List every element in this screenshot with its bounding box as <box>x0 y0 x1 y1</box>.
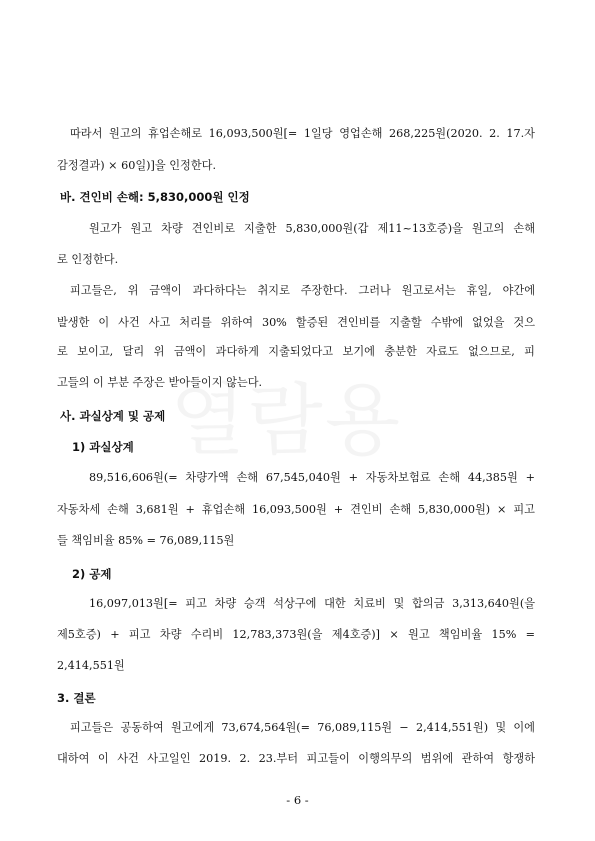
subsection-heading: 1) 과실상계 <box>72 440 134 454</box>
paragraph-line: 로 인정한다. <box>57 253 119 266</box>
paragraph-line: 따라서 원고의 휴업손해로 16,093,500원[= 1일당 영업손해 268,225원(2020. 2. 17.자 <box>70 127 535 140</box>
paragraph-line: 자동차세 손해 3,681원 + 휴업손해 16,093,500원 + 견인비 손해 5,830,000원) × 피고 <box>57 503 535 516</box>
paragraph-line: 89,516,606원(= 차량가액 손해 67,545,040원 + 자동차보험료 손해 44,385원 + <box>89 471 535 484</box>
paragraph-line: 2,414,551원 <box>57 659 125 672</box>
paragraph-line: 로 보이고, 달리 위 금액이 과다하게 지출되었다고 보기에 충분한 자료도 없으므로, 피 <box>57 345 535 358</box>
section-heading: 바. 견인비 손해: 5,830,000원 인정 <box>60 190 250 204</box>
section-heading: 사. 과실상계 및 공제 <box>60 409 166 423</box>
paragraph-line: 대하여 이 사건 사고일인 2019. 2. 23.부터 피고들이 이행의무의 범위에 관하여 항쟁하 <box>57 752 535 765</box>
section-heading: 3. 결론 <box>57 691 96 705</box>
paragraph-line: 피고들은, 위 금액이 과다하다는 취지로 주장한다. 그러나 원고로서는 휴일, 야간에 <box>70 284 535 297</box>
subsection-heading: 2) 공제 <box>72 567 112 581</box>
paragraph-line: 감정결과) × 60일)]을 인정한다. <box>57 159 216 172</box>
paragraph-line: 16,097,013원[= 피고 차량 승객 석상구에 대한 치료비 및 합의금 3,313,640원(을 <box>89 597 535 610</box>
watermark <box>170 358 402 470</box>
paragraph-line: 피고들은 공동하여 원고에게 73,674,564원(= 76,089,115원 − 2,414,551원) 및 이에 <box>70 721 535 734</box>
paragraph-line: 원고가 원고 차량 견인비로 지출한 5,830,000원(갑 제11~13호증)을 원고의 손해 <box>89 222 535 235</box>
paragraph-line: 발생한 이 사건 사고 처리를 위하여 30% 할증된 견인비를 지출할 수밖에 없었을 것으 <box>57 316 535 329</box>
paragraph-line: 제5호증) + 피고 차량 수리비 12,783,373원(을 제4호증)] × 원고 책임비율 15% = <box>57 628 535 641</box>
page-number: - 6 - <box>286 793 309 807</box>
paragraph-line: 고들의 이 부분 주장은 받아들이지 않는다. <box>57 376 263 389</box>
paragraph-line: 들 책임비율 85% = 76,089,115원 <box>57 534 235 547</box>
